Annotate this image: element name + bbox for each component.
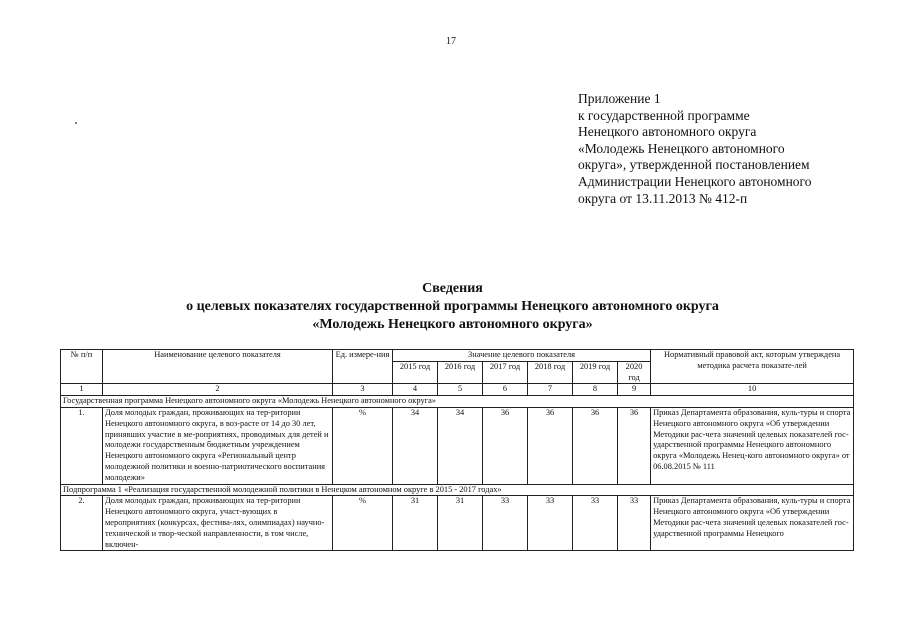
row-name: Доля молодых граждан, проживающих на тер-ритории Ненецкого автономного округа, в воз-расте от 14 до 30 лет, принявших участие в ме-роприятиях, проводимых для детей и молодежи государственным бюджетным учреждением Ненецкого автономного округа «Региональный центр молодежной политики и военно-патриотического воспитания молодежи» (103, 407, 333, 484)
section-row (61, 484, 854, 496)
column-numbers-row (61, 384, 854, 396)
column-number: 8 (573, 384, 618, 396)
header-act: Нормативный правовой акт, которым утверждена методика расчета показате-лей (651, 350, 854, 384)
appendix-line: «Молодежь Ненецкого автономного (578, 140, 785, 156)
header-values-group: Значение целевого показателя (393, 350, 651, 362)
row-value: 31 (393, 496, 438, 551)
header-year: 2017 год (483, 361, 528, 384)
table-row (61, 496, 854, 551)
row-value: 33 (483, 496, 528, 551)
header-unit: Ед. измере-ния (333, 350, 393, 384)
section-title: Подпрограмма 1 «Реализация государственной молодежной политики в Ненецком автономном округе в 2015 - 2017 годах» (61, 484, 854, 496)
header-year: 2016 год (438, 361, 483, 384)
column-number: 3 (333, 384, 393, 396)
appendix-line: округа от 13.11.2013 № 412-п (578, 190, 748, 206)
header-num: № п/п (61, 350, 103, 384)
column-number: 1 (61, 384, 103, 396)
column-number: 9 (618, 384, 651, 396)
row-value: 33 (573, 496, 618, 551)
row-value: 36 (573, 407, 618, 484)
row-unit: % (333, 496, 393, 551)
column-number: 6 (483, 384, 528, 396)
document-title: Сведения (422, 281, 483, 296)
row-value: 33 (618, 496, 651, 551)
row-unit: % (333, 407, 393, 484)
header-year: 2019 год (573, 361, 618, 384)
section-row (61, 396, 854, 408)
header-year: 2015 год (393, 361, 438, 384)
row-name: Доля молодых граждан, проживающих на тер-ритории Ненецкого автономного округа, участ-вующих в мероприятиях (конкурсах, фестива-лях, олимпиадах) научно-технической и твор-ческой направленности, в том числе, включен- (103, 496, 333, 551)
row-value: 34 (438, 407, 483, 484)
document-subtitle-program: «Молодежь Ненецкого автономного округа» (312, 317, 593, 332)
header-year: 2020 год (618, 361, 651, 384)
column-number: 10 (651, 384, 854, 396)
appendix-line: к государственной программе (578, 107, 750, 123)
indicators-table (60, 349, 854, 551)
row-value: 36 (483, 407, 528, 484)
appendix-line: округа», утвержденной постановлением (578, 157, 810, 173)
appendix-line: Администрации Ненецкого автономного (578, 173, 812, 189)
section-title: Государственная программа Ненецкого автономного округа «Молодежь Ненецкого автономного округа» (61, 396, 854, 408)
table-header-row (61, 350, 854, 362)
appendix-block (578, 91, 812, 207)
row-value: 33 (528, 496, 573, 551)
document-subtitle: о целевых показателях государственной программы Ненецкого автономного округа (186, 299, 719, 314)
page-number: 17 (446, 36, 456, 47)
header-year: 2018 год (528, 361, 573, 384)
appendix-line: Ненецкого автономного округа (578, 124, 757, 140)
scan-speck (75, 122, 77, 124)
table-row (61, 407, 854, 484)
column-number: 2 (103, 384, 333, 396)
column-number: 5 (438, 384, 483, 396)
row-value: 31 (438, 496, 483, 551)
row-value: 34 (393, 407, 438, 484)
header-name: Наименование целевого показателя (103, 350, 333, 384)
row-num: 2. (61, 496, 103, 551)
row-act: Приказ Департамента образования, куль-туры и спорта Ненецкого автономного округа «Об утверждении Методики рас-чета значений целевых показателей гос-ударственной программы Ненецкого автономного округа «Молодежь Ненец-кого автономного округа» от 06.08.2015 № 111 (651, 407, 854, 484)
column-number: 7 (528, 384, 573, 396)
row-value: 36 (528, 407, 573, 484)
appendix-line: Приложение 1 (578, 91, 661, 106)
column-number: 4 (393, 384, 438, 396)
row-num: 1. (61, 407, 103, 484)
row-value: 36 (618, 407, 651, 484)
row-act: Приказ Департамента образования, куль-туры и спорта Ненецкого автономного округа «Об утверждении Методики рас-чета значений целевых показателей гос-ударственной программы Ненецкого (651, 496, 854, 551)
